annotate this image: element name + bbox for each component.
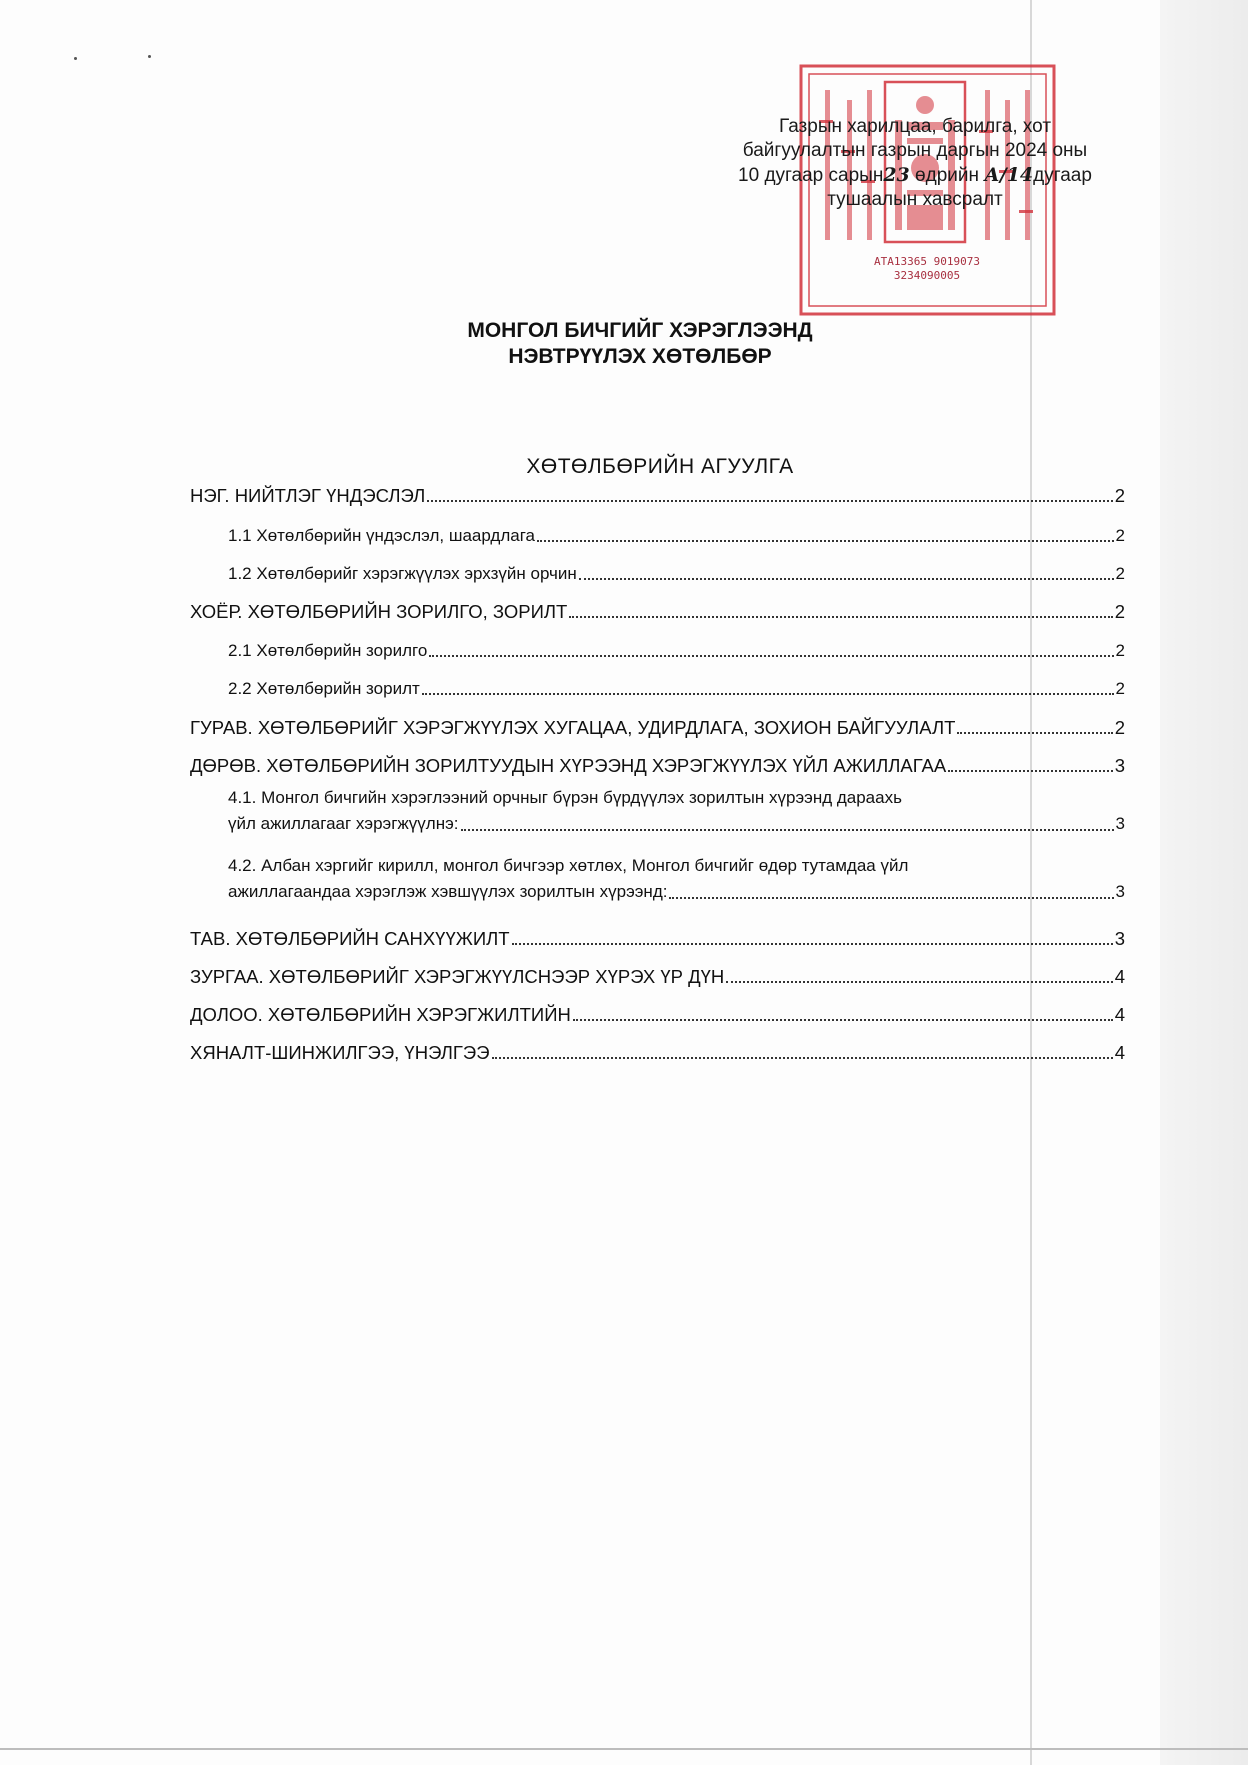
annex-month: 10 дугаар сарын — [738, 165, 884, 186]
seal-code-2: 3234090005 — [893, 269, 961, 282]
toc-entry[interactable]: ХОЁР. ХӨТӨЛБӨРИЙН ЗОРИЛГО, ЗОРИЛТ 2 — [190, 601, 1125, 622]
toc-entry[interactable]: ХЯНАЛТ-ШИНЖИЛГЭЭ, ҮНЭЛГЭЭ 4 — [190, 1042, 1125, 1063]
annex-day-handwritten: 23 — [883, 164, 910, 186]
annex-line-3 — [690, 163, 1140, 188]
toc-entry[interactable]: 4.1. Монгол бичгийн хэрэглээний орчныг бүрэн бүрдүүлэх зорилтын хүрээнд дараахь үйл ажиллагааг хэрэгжүүлнэ: 3 — [228, 788, 1125, 833]
annex-order-number-handwritten: А/14 — [984, 164, 1034, 186]
scan-bottom-edge — [0, 1748, 1248, 1750]
annex-ordinal-word: дугаар — [1033, 165, 1092, 186]
annex-line-1: Газрын харилцаа, барилга, хот — [778, 116, 1052, 137]
toc-heading: ХӨТӨЛБӨРИЙН АГУУЛГА — [526, 455, 794, 478]
toc-entry[interactable]: 4.2. Албан хэргийг кирилл, монгол бичгээр хөтлөх, Монгол бичгийг өдөр тутамдаа үйл ажиллагаандаа хэрэглэж хэвшүүлэх зорилтын хүрээнд: 3 — [228, 856, 1125, 901]
toc-entry[interactable]: ДӨРӨВ. ХӨТӨЛБӨРИЙН ЗОРИЛТУУДЫН ХҮРЭЭНД ХЭРЭГЖҮҮЛЭХ ҮЙЛ АЖИЛЛАГАА 3 — [190, 755, 1125, 776]
scan-specks — [70, 55, 170, 75]
document-title-line-1: МОНГОЛ БИЧГИЙГ ХЭРЭГЛЭЭНД — [467, 319, 813, 342]
toc-entry[interactable]: ЗУРГАА. ХӨТӨЛБӨРИЙГ ХЭРЭГЖҮҮЛСНЭЭР ХҮРЭХ ҮР ДҮН 4 — [190, 966, 1125, 987]
document-title-line-2: НЭВТРҮҮЛЭХ ХӨТӨЛБӨР — [508, 345, 772, 368]
toc-entry[interactable]: ГУРАВ. ХӨТӨЛБӨРИЙГ ХЭРЭГЖҮҮЛЭХ ХУГАЦАА, УДИРДЛАГА, ЗОХИОН БАЙГУУЛАЛТ 2 — [190, 717, 1125, 738]
annex-line-4: тушаалын хавсралт — [827, 189, 1003, 210]
seal-code-1: АТА13365 9019073 — [874, 255, 980, 268]
toc-entry[interactable]: ДОЛОО. ХӨТӨЛБӨРИЙН ХЭРЭГЖИЛТИЙН 4 — [190, 1004, 1125, 1025]
toc-entry[interactable]: 2.2 Хөтөлбөрийн зорилт 2 — [228, 679, 1125, 698]
scan-margin — [1160, 0, 1248, 1765]
annex-line-2: байгуулалтын газрын даргын 2024 оны — [742, 140, 1088, 161]
toc-entry[interactable]: ТАВ. ХӨТӨЛБӨРИЙН САНХҮҮЖИЛТ 3 — [190, 928, 1125, 949]
annex-reference — [690, 115, 1140, 212]
toc-entry[interactable]: 2.1 Хөтөлбөрийн зорилго 2 — [228, 641, 1125, 660]
toc-entry[interactable]: 1.2 Хөтөлбөрийг хэрэгжүүлэх эрхзүйн орчин 2 — [228, 564, 1125, 583]
toc-entry[interactable]: 1.1 Хөтөлбөрийн үндэслэл, шаардлага 2 — [228, 526, 1125, 545]
toc-entry[interactable]: НЭГ. НИЙТЛЭГ ҮНДЭСЛЭЛ 2 — [190, 485, 1125, 506]
annex-day-word: өдрийн — [915, 165, 979, 186]
document-title — [420, 318, 860, 370]
